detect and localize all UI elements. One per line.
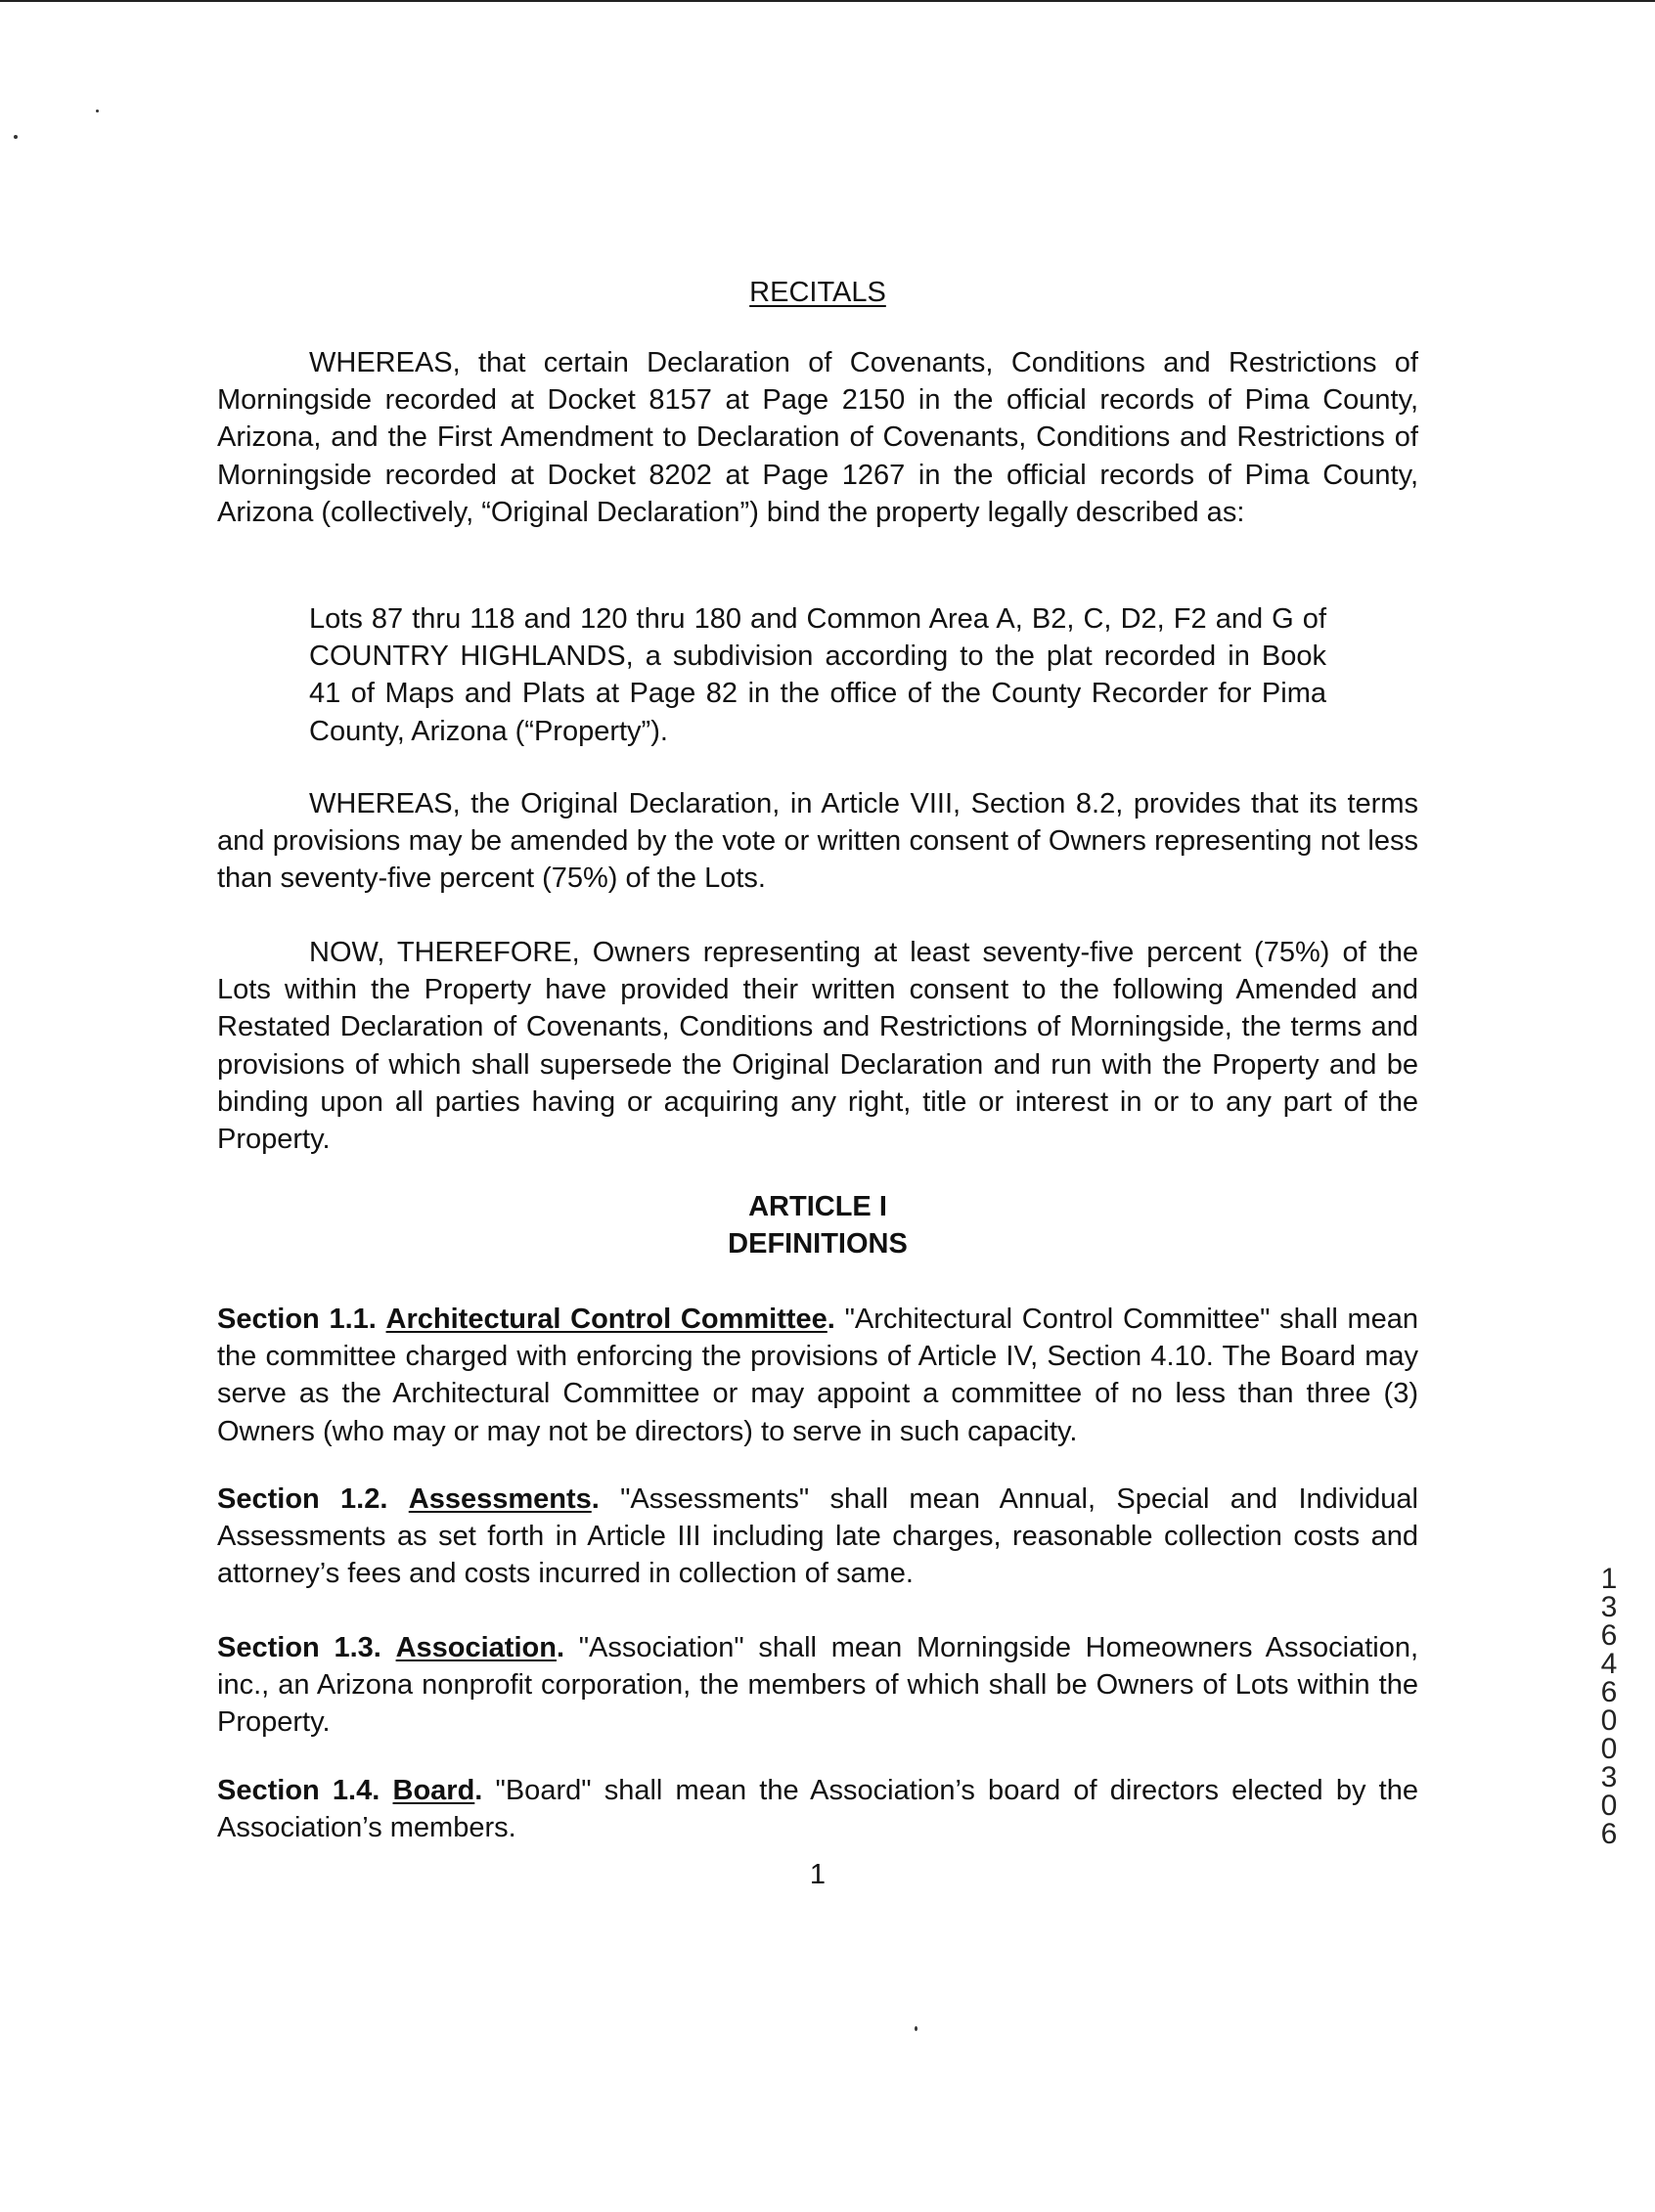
section-text: "Board" shall mean the Association’s board of directors elected by the Association’s members. xyxy=(217,1775,1418,1844)
recording-stamp-line-1: 13646 xyxy=(1600,1563,1618,1708)
section-term: Architectural Control Committee xyxy=(385,1304,828,1335)
recital-paragraph-3: NOW, THEREFORE, Owners representing at least seventy-five percent (75%) of the Lots within the Property have provided their written consent to the following Amended and Restated Declaration of Covenants, Conditions and Restrictions of Morningside, the terms and provisions of which shall supersede the Original Declaration and run with the Property and be binding upon all parties having or acquiring any right, title or interest in or to any part of the Property. xyxy=(217,937,1418,1156)
section-1-4: Section 1.4. Board. "Board" shall mean the Association’s board of directors elected by the Association’s members. xyxy=(217,1775,1418,1844)
section-number: Section 1.3. xyxy=(217,1632,381,1663)
section-text: "Architectural Control Committee" shall mean the committee charged with enforcing the provisions of Article IV, Section 4.10. The Board may serve as the Architectural Committee or may appoint a committee of no less than three (3) Owners (who may or may not be directors) to serve in such capacity. xyxy=(217,1304,1419,1447)
property-description: Lots 87 thru 118 and 120 thru 180 and Common Area A, B2, C, D2, F2 and G of COUNTRY HIGHLANDS, a subdivision according to the plat recorded in Book 41 of Maps and Plats at Page 82 in the office of the County Recorder for Pima County, Arizona (“Property”). xyxy=(309,603,1326,747)
section-term: Assessments xyxy=(408,1483,592,1515)
section-number: Section 1.2. xyxy=(217,1483,388,1515)
article-number: ARTICLE I xyxy=(748,1191,887,1222)
page-number: 1 xyxy=(809,1859,827,1890)
recital-paragraph-2: WHEREAS, the Original Declaration, in Article VIII, Section 8.2, provides that its terms and provisions may be amended by the vote or written consent of Owners representing not less than seventy-five percent (75%) of the Lots. xyxy=(217,788,1418,895)
section-number: Section 1.1. xyxy=(217,1304,377,1335)
section-1-3: Section 1.3. Association. "Association" shall mean Morningside Homeowners Association, inc., an Arizona nonprofit corporation, the members of which shall be Owners of Lots within the Property. xyxy=(217,1632,1419,1739)
article-title: DEFINITIONS xyxy=(728,1228,908,1260)
section-term: Association xyxy=(395,1632,557,1663)
scan-speck xyxy=(96,110,99,112)
section-1-2: Section 1.2. Assessments. "Assessments" shall mean Annual, Special and Individual Assessments as set forth in Article III including late charges, reasonable collection costs and attorney’s fees and costs incurred in collection of same. xyxy=(217,1483,1418,1590)
recital-paragraph-1: WHEREAS, that certain Declaration of Covenants, Conditions and Restrictions of Morningside recorded at Docket 8157 at Page 2150 in the official records of Pima County, Arizona, and the First Amendment to Declaration of Covenants, Conditions and Restrictions of Morningside recorded at Docket 8202 at Page 1267 in the official records of Pima County, Arizona (collectively, “Original Declaration”) bind the property legally described as: xyxy=(217,347,1418,528)
recitals-heading: RECITALS xyxy=(749,277,886,308)
section-text: "Assessments" shall mean Annual, Special and Individual Assessments as set forth in Article III including late charges, reasonable collection costs and attorney’s fees and costs incurred in collection of same. xyxy=(217,1483,1418,1590)
section-term: Board xyxy=(392,1775,475,1806)
section-number: Section 1.4. xyxy=(217,1775,380,1806)
recording-stamp-line-2: 00306 xyxy=(1600,1704,1618,1850)
section-text: "Association" shall mean Morningside Homeowners Association, inc., an Arizona nonprofit corporation, the members of which shall be Owners of Lots within the Property. xyxy=(217,1632,1419,1739)
scan-speck xyxy=(915,2026,917,2031)
scan-top-border xyxy=(0,0,1655,2)
section-1-1: Section 1.1. Architectural Control Committee. "Architectural Control Committee" shall mean the committee charged with enforcing the provisions of Article IV, Section 4.10. The Board may serve as the Architectural Committee or may appoint a committee of no less than three (3) Owners (who may or may not be directors) to serve in such capacity. xyxy=(217,1304,1419,1447)
scan-speck xyxy=(14,135,18,139)
